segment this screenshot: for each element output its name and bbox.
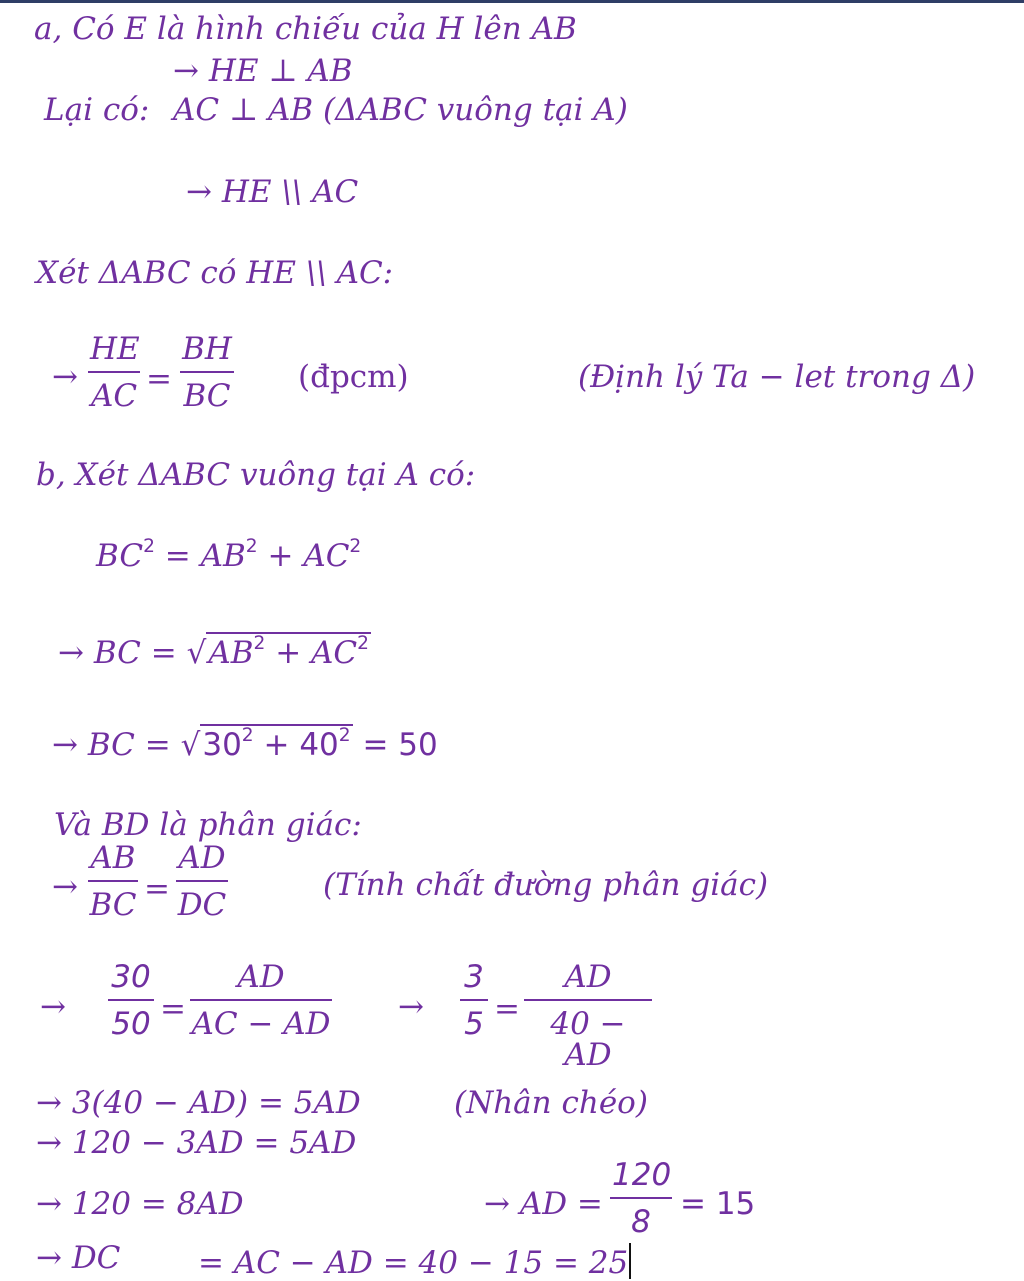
ac-perp-ab: AC ⊥ AB (ΔABC vuông tại A) <box>173 92 628 128</box>
ad-result: = 15 <box>680 1186 756 1222</box>
equals-sign: = <box>146 361 172 397</box>
pythagoras-line: $BC^2 = AB^2 + AC^2$ <box>96 536 362 574</box>
lai-co-label: Lại có: <box>44 92 150 128</box>
bis-arrow: → <box>52 869 78 905</box>
sub-arrow-1: → <box>40 989 66 1025</box>
step-line-2: → 120 = 8AD <box>36 1186 244 1222</box>
fraction-he-ac <box>88 331 140 414</box>
numerator: BH <box>180 334 234 373</box>
equals-sign: = <box>144 871 170 907</box>
consider-triangle: Xét ΔABC có HE \\ AC: <box>36 255 394 291</box>
fraction-120-8: $\frac{120}{8}$ <box>612 1157 672 1240</box>
fraction-3-5: $\frac{3}{5}$ <box>460 962 488 1040</box>
bisector-note: (Tính chất đường phân giác) <box>323 867 769 903</box>
fraction-ad-40-minus-ad: $\frac{AD}{40 - AD}$ <box>524 962 652 1071</box>
top-border <box>0 0 1024 3</box>
denominator: AC <box>90 378 138 414</box>
fraction-ad-ac-minus-ad: $\frac{AD}{AC - AD}$ <box>191 959 331 1042</box>
cross-multiply-line: → 3(40 − AD) = 5AD <box>36 1085 361 1121</box>
part-b-intro: b, Xét ΔABC vuông tại A có: <box>36 457 476 493</box>
fraction-bh-bc <box>180 331 234 414</box>
fraction-ad-dc: $\frac{AD}{DC}$ <box>177 840 227 923</box>
step-line-1: → 120 − 3AD = 5AD <box>36 1125 357 1161</box>
cross-multiply-note: (Nhân chéo) <box>454 1085 648 1121</box>
dc-prefix: → DC <box>36 1240 121 1276</box>
ratio-arrow: → <box>52 359 78 395</box>
sub-arrow-2: → <box>398 989 424 1025</box>
bc-value-line: → BC = $√30^2 + 40^2 = 50$ <box>52 725 438 763</box>
he-parallel-ac: → HE \\ AC <box>186 174 359 210</box>
fraction-30-50: $\frac{30}{50}$ <box>108 962 154 1040</box>
bisector-intro: Và BD là phân giác: <box>54 807 362 843</box>
equals-sign: = <box>494 991 520 1027</box>
theorem-note: (Định lý Ta − let trong Δ) <box>578 359 976 395</box>
equals-sign: = <box>160 991 186 1027</box>
dpcm-note: (đpcm) <box>298 359 409 395</box>
bc-root-line: → BC = $√AB^2 + AC^2$ <box>58 633 369 671</box>
denominator: BC <box>183 378 231 414</box>
text-cursor <box>629 1243 631 1279</box>
ad-prefix: → AD = <box>484 1186 603 1222</box>
part-a-intro: a, Có E là hình chiếu của H lên AB <box>34 11 577 47</box>
numerator: HE <box>88 334 140 373</box>
fraction-ab-bc: $\frac{AB}{BC}$ <box>89 840 137 923</box>
he-perp-ab: → HE ⊥ AB <box>173 53 353 89</box>
dc-result-line: = AC − AD = 40 − 15 = 25 <box>198 1243 631 1279</box>
